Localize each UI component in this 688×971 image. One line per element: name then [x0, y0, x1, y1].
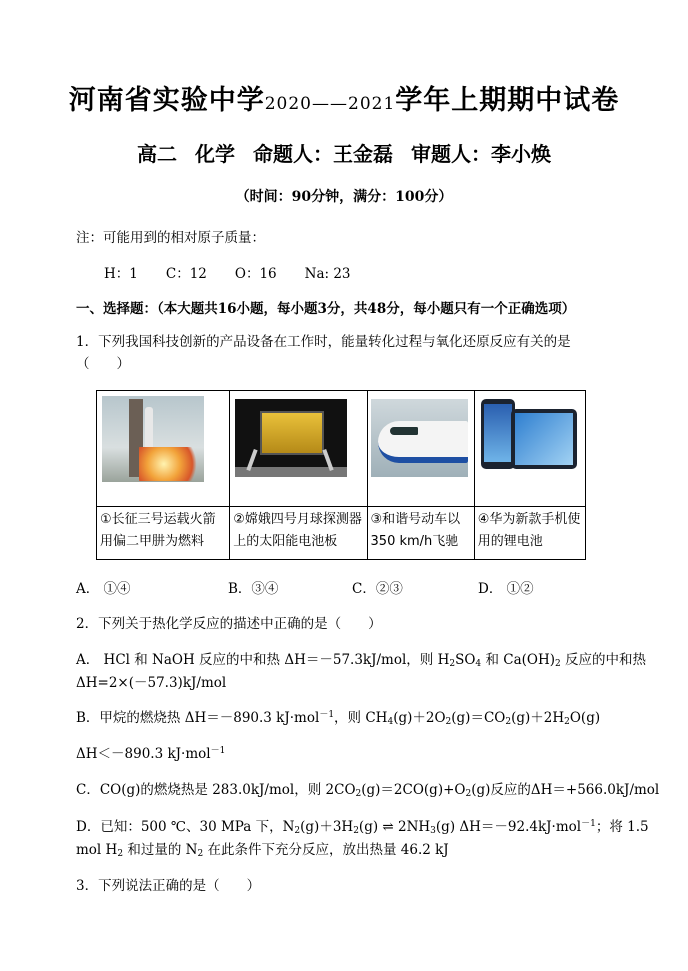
time-info: （时间：90分钟，满分：100分） — [235, 189, 453, 205]
smartphone-image — [475, 391, 585, 506]
subject: 化学 — [195, 142, 235, 166]
grade: 高二 — [137, 142, 177, 166]
rocket-launch-image — [97, 391, 229, 506]
high-speed-train-image — [368, 391, 474, 506]
caption-1: ①长征三号运载火箭用偏二甲肼为燃料 — [100, 512, 216, 549]
exam-title: 河南省实验中学2020——2021学年上期期中试卷 — [68, 85, 620, 116]
question-1-table — [96, 390, 586, 560]
lunar-lander-image — [230, 391, 366, 506]
image-cell-phone — [474, 391, 585, 507]
q2-option-d: D．已知：500 ℃、30 MPa 下，$N_2(g)+3H_2(g)$ ⇌ $2NH_3(g)$ ΔH＝－92.4kJ·mol$^{-1}$；将 1.5 — [76, 819, 649, 836]
q1-option-b: B．③④ — [228, 581, 279, 597]
section-title: 一、选择题：（本大题共16小题，每小题3分，共48分，每小题只有一个正确选项） — [76, 301, 576, 317]
caption-2: ②嫦娥四号月球探测器上的太阳能电池板 — [233, 512, 362, 549]
caption-3: ③和谐号动车以350 km/h飞驰 — [370, 512, 461, 549]
question-3-stem: 3．下列说法正确的是（ ） — [76, 878, 261, 894]
image-cell-rocket — [97, 391, 230, 507]
mass-o: O：16 — [234, 266, 277, 282]
exam-subtitle — [0, 138, 688, 167]
title-year: 2020——2021 — [264, 94, 396, 114]
note-label: 注：可能用到的相对原子质量： — [76, 230, 265, 246]
q2-option-a: A． HCl 和 NaOH 反应的中和热 ΔH＝－57.3kJ/mol，则 $H_2SO_4$ 和 $Ca(OH)_2$ 反应的中和热 — [76, 652, 647, 669]
reviewer: 审题人：李小焕 — [411, 142, 551, 166]
question-1-stem: 1．下列我国科技创新的产品设备在工作时，能量转化过程与氧化还原反应有关的是 （ ） — [76, 334, 571, 372]
q1-option-d: D． ①② — [478, 581, 534, 597]
q2-option-d-line2: mol $H_2$ 和过量的 $N_2$ 在此条件下充分反应，放出热量 46.2 kJ — [76, 842, 449, 859]
setter: 命题人：王金磊 — [253, 142, 393, 166]
atomic-masses — [104, 262, 351, 282]
caption-4: ④华为新款手机使用的锂电池 — [477, 512, 581, 549]
image-cell-train — [367, 391, 474, 507]
q1-option-c: C．②③ — [352, 581, 403, 597]
question-2-stem: 2．下列关于热化学反应的描述中正确的是（ ） — [76, 616, 382, 632]
image-cell-lander — [230, 391, 367, 507]
mass-c: C：12 — [165, 266, 207, 282]
mass-h: H：1 — [104, 266, 138, 282]
q2-option-b: B．甲烷的燃烧热 ΔH＝－890.3 kJ·mol$^{-1}$，则 $CH_4(g)+2O_2(g)=CO_2(g)+2H_2O(g)$ — [76, 710, 601, 727]
mass-na: Na: 23 — [304, 266, 351, 282]
q2-option-a-line2: ΔH=2×(－57.3)kJ/mol — [76, 675, 227, 691]
q2-option-b-line2: ΔH＜－890.3 kJ·mol$^{-1}$ — [76, 746, 226, 762]
q2-option-c: C．CO(g)的燃烧热是 283.0kJ/mol，则 $2CO_2(g)=2CO(g)+O_2(g)$反应的ΔH＝+566.0kJ/mol — [76, 782, 660, 799]
q1-option-a: A． ①④ — [76, 581, 131, 597]
